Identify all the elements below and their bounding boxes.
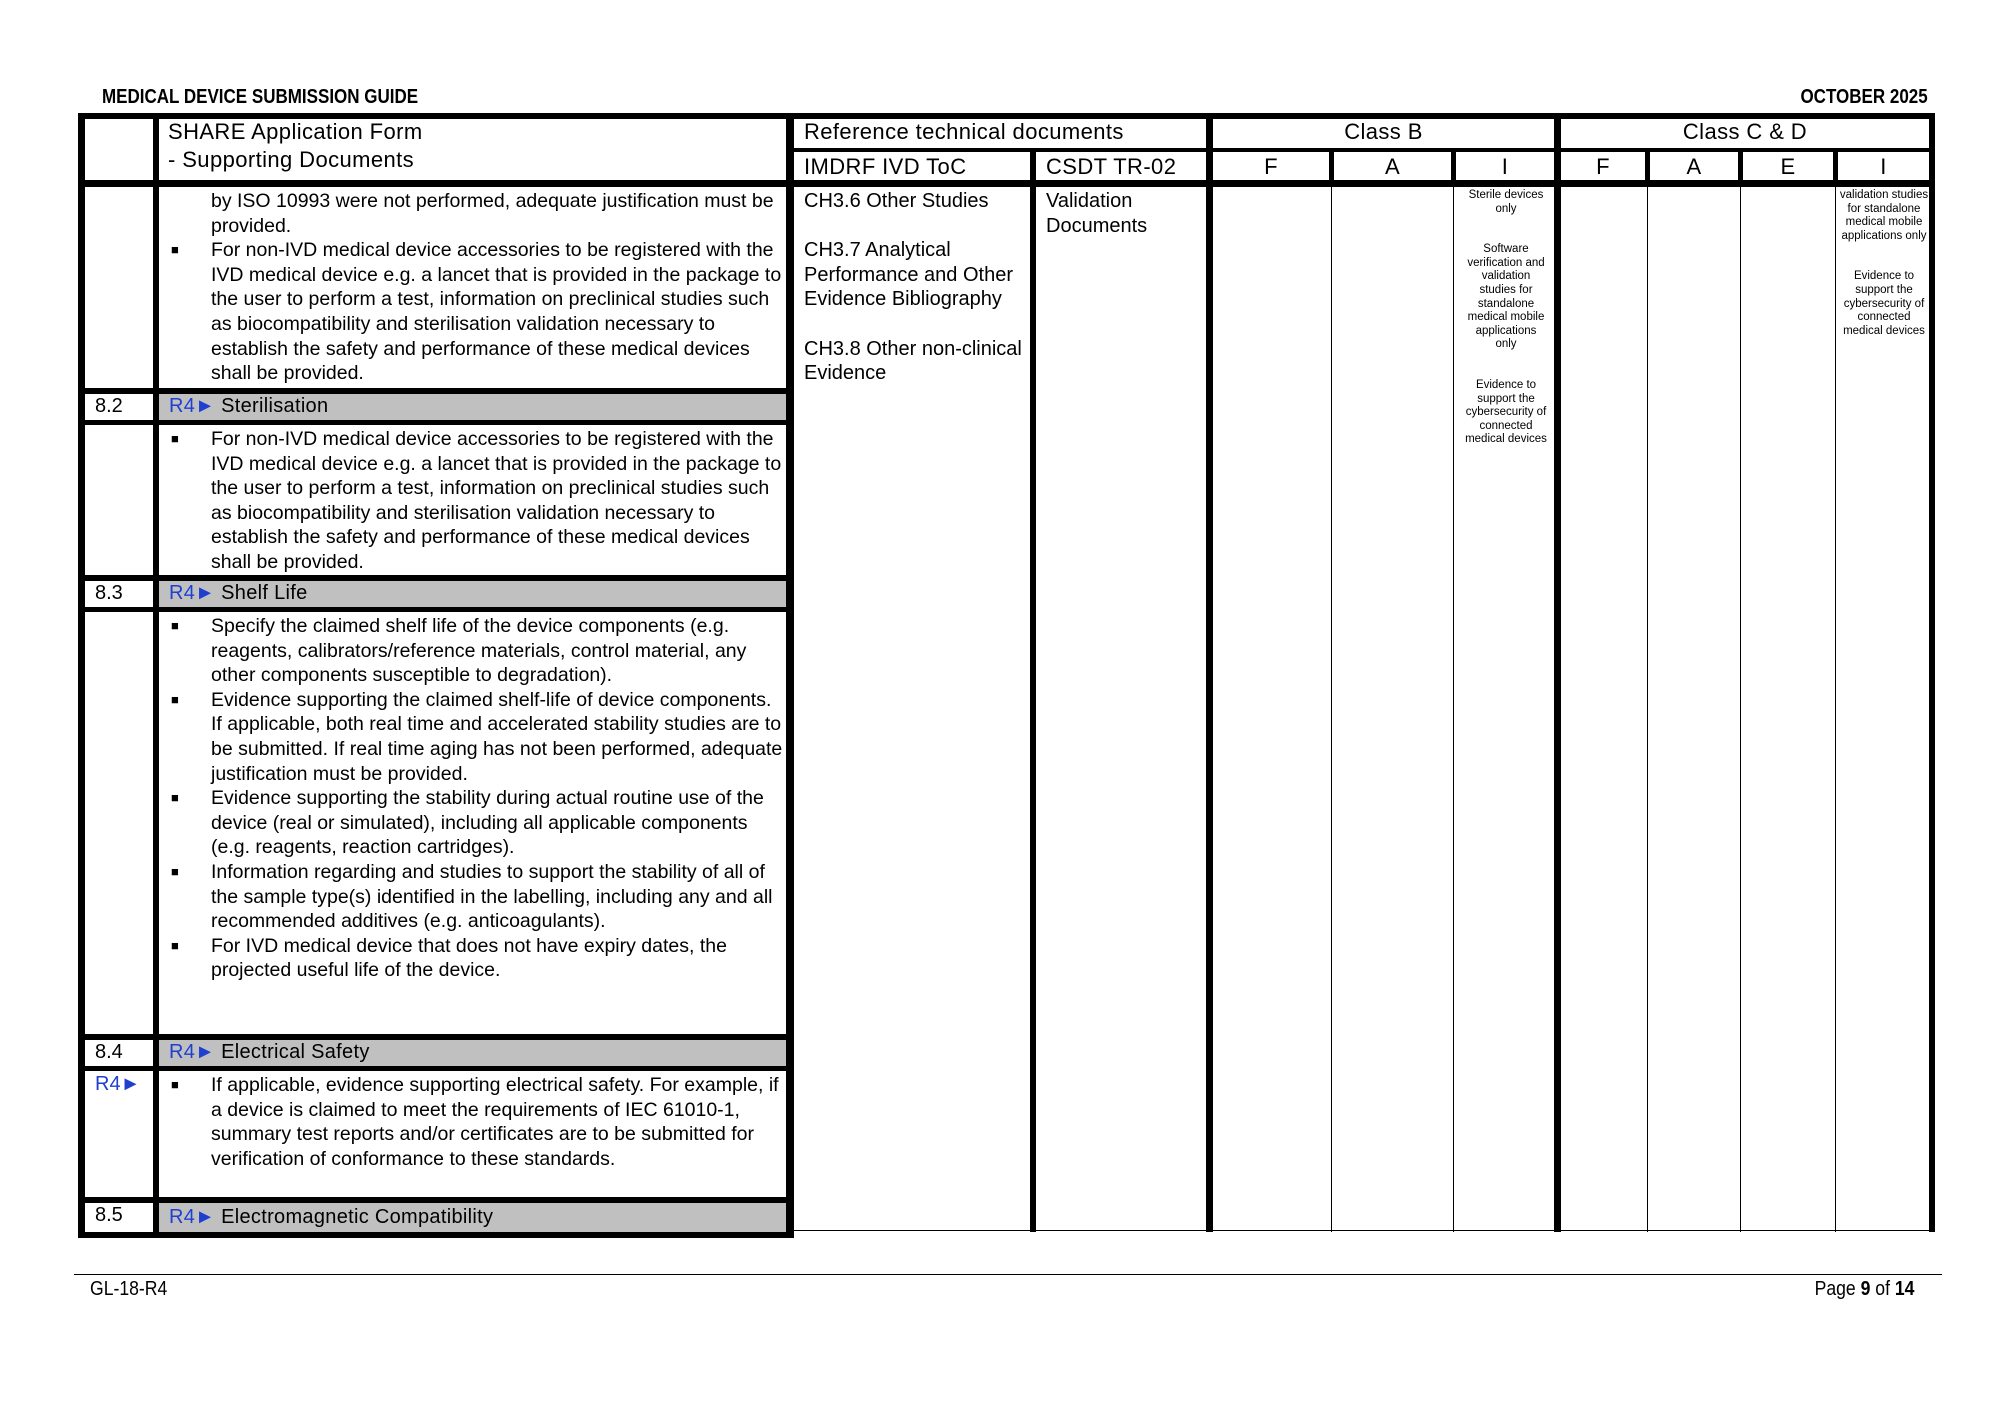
footer-divider	[74, 1274, 1942, 1275]
revision-marker: R4►	[169, 1041, 216, 1063]
list-item: CH3.8 Other non-clinical Evidence	[804, 337, 1022, 385]
list-item: CH3.6 Other Studies	[804, 190, 989, 212]
page-number: Page 9 of 14	[1814, 1278, 1914, 1300]
list-item: validation studies for standalone medical mobile applications only	[1839, 189, 1929, 242]
section-heading-electrical-safety: R4► Electrical Safety	[159, 1040, 786, 1066]
electrical-safety-content	[159, 1073, 786, 1171]
csdt-references: Validation Documents	[1046, 190, 1148, 237]
bullet-icon: ■	[171, 242, 179, 258]
section-heading-sterilisation: R4► Sterilisation	[159, 394, 786, 420]
csdt-header: CSDT TR-02	[1046, 154, 1177, 179]
class-b-header: Class B	[1344, 119, 1423, 144]
bullet-icon: ■	[171, 790, 179, 806]
class-b-f-header: F	[1264, 154, 1278, 179]
list-item: Evidence to support the cybersecurity of connected medical devices	[1843, 270, 1925, 337]
list-item: Evidence to support the cybersecurity of connected medical devices	[1465, 378, 1547, 446]
list-item: ■ Evidence supporting the claimed shelf-life of device components. If applicable, both real time and accelerated stability studies are to be submitted. If real time aging has not been performed, adequate justification must be provided.	[171, 688, 783, 785]
sterilisation-content	[159, 427, 786, 575]
list-item: ■ Information regarding and studies to support the stability of all of the sample type(s) identified in the labelling, including any and all recommended additives (e.g. anticoagulants).	[171, 860, 773, 933]
list-item: Sterile devices only	[1468, 189, 1544, 215]
list-item: ■ Evidence supporting the stability during actual routine use of the device (real or simulated), including all applicable components (e.g. reagents, reaction cartridges).	[171, 787, 764, 859]
share-form-subtitle: - Supporting Documents	[168, 147, 415, 172]
bullet-icon: ■	[171, 937, 179, 953]
revision-marker: R4►	[169, 582, 216, 604]
list-item: ■ If applicable, evidence supporting electrical safety. For example, if a device is claimed to meet the requirements of IEC 61010-1, summary test reports and/or certificates are to be submitted for verification of conformance to these standards.	[171, 1074, 779, 1170]
section-number: 8.4	[95, 1041, 123, 1063]
bullet-icon: ■	[171, 1077, 179, 1092]
share-form-title: SHARE Application Form	[168, 119, 423, 144]
imdrf-header: IMDRF IVD ToC	[804, 154, 967, 179]
section-heading-shelf-life: R4► Shelf Life	[159, 581, 786, 607]
list-item: ■ Specify the claimed shelf life of the device components (e.g. reagents, calibrators/reference materials, control material, any other components susceptible to degradation).	[171, 615, 747, 687]
class-cd-e-header: E	[1780, 154, 1796, 179]
class-cd-f-header: F	[1596, 154, 1610, 179]
revision-marker: R4►	[169, 395, 216, 417]
shelf-life-content	[159, 614, 786, 983]
class-b-i-notes	[1464, 189, 1548, 447]
intro-content	[159, 189, 786, 386]
revision-marker: R4►	[95, 1073, 141, 1095]
imdrf-references	[804, 189, 1028, 386]
section-number: 8.2	[95, 395, 123, 417]
bullet-icon: ■	[171, 618, 179, 633]
bullet-icon: ■	[171, 691, 179, 707]
current-page: 9	[1860, 1278, 1870, 1300]
total-pages: 14	[1894, 1278, 1914, 1300]
list-item: ■ For non-IVD medical device accessories to be registered with the IVD medical device e.g. a lancet that is provided in the package to the user to perform a test, information on preclinical studies such as biocompatibility and sterilisation validation necessary to establish the safety and performance of these medical devices shall be provided.	[171, 428, 782, 573]
list-item: Software verification and validation studies for standalone medical mobile applications only	[1467, 243, 1545, 351]
list-item: by ISO 10993 were not performed, adequate justification must be provided.	[211, 190, 774, 237]
list-item: CH3.7 Analytical Performance and Other Evidence Bibliography	[804, 239, 1013, 311]
share-form-header	[168, 118, 768, 174]
list-item: ■ For non-IVD medical device accessories to be registered with the IVD medical device e.g. a lancet that is provided in the package to the user to perform a test, information on preclinical studies such as biocompatibility and sterilisation validation necessary to establish the safety and performance of these medical devices shall be provided.	[171, 239, 782, 385]
bullet-icon: ■	[171, 863, 179, 879]
class-b-a-header: A	[1384, 154, 1401, 179]
class-b-i-header: I	[1501, 154, 1509, 179]
class-cd-header: Class C & D	[1682, 119, 1808, 144]
list-item: ■ For IVD medical device that does not have expiry dates, the projected useful life of the device.	[171, 934, 727, 982]
document-id: GL-18-R4	[90, 1278, 168, 1300]
document-title: MEDICAL DEVICE SUBMISSION GUIDE	[102, 86, 419, 108]
bullet-icon: ■	[171, 431, 179, 446]
section-number: 8.3	[95, 582, 123, 604]
reference-docs-header: Reference technical documents	[804, 119, 1124, 144]
class-cd-i-header: I	[1880, 154, 1887, 179]
class-cd-i-notes	[1839, 189, 1929, 338]
revision-marker: R4►	[169, 1206, 216, 1228]
document-date: OCTOBER 2025	[1800, 86, 1928, 108]
class-cd-a-header: A	[1686, 154, 1702, 179]
section-heading-emc: R4► Electromagnetic Compatibility	[159, 1203, 786, 1232]
section-number: 8.5	[95, 1204, 123, 1226]
